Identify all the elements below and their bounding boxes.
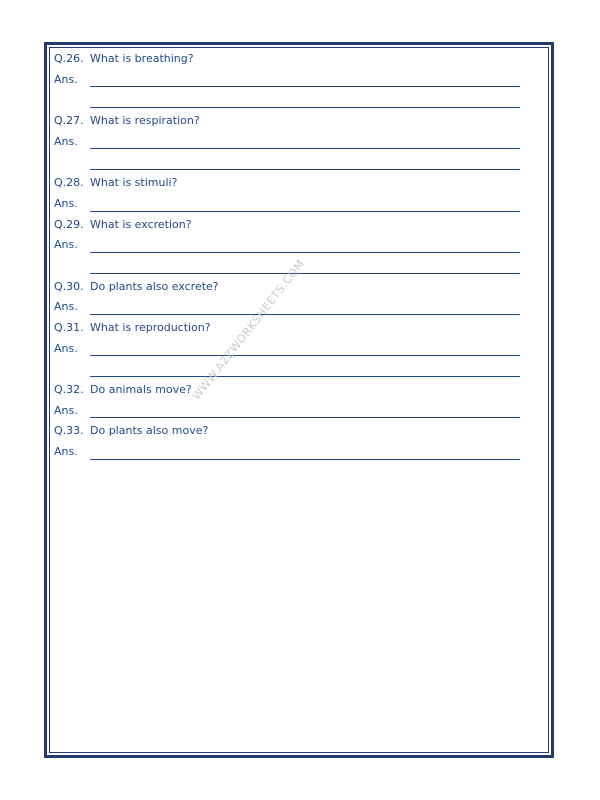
answer-line[interactable] — [90, 417, 520, 418]
answer-row — [54, 195, 524, 216]
answer-label: Ans. — [54, 403, 78, 417]
question-number: Q.32. — [54, 383, 84, 396]
question-number: Q.31. — [54, 320, 84, 334]
answer-row — [54, 153, 524, 174]
question-row — [54, 112, 524, 133]
answer-label: Ans. — [54, 134, 78, 148]
answer-line[interactable] — [90, 211, 520, 212]
question-row — [54, 216, 524, 237]
answer-row — [54, 360, 524, 381]
answer-label: Ans. — [54, 72, 78, 86]
question-number: Q.33. — [54, 424, 84, 438]
answer-row — [54, 71, 524, 92]
answer-line[interactable] — [90, 169, 520, 170]
answer-line[interactable] — [90, 459, 520, 460]
answer-row — [54, 298, 524, 319]
question-number: Q.28. — [54, 176, 84, 190]
answer-line[interactable] — [90, 355, 520, 356]
answer-line[interactable] — [90, 86, 520, 87]
answer-label: Ans. — [54, 445, 78, 459]
watermark: WWW.A2ZWORKSHEETS.COM — [189, 257, 308, 403]
question-row — [54, 319, 524, 340]
answer-row — [54, 340, 524, 361]
answer-line[interactable] — [90, 273, 520, 274]
question-text: What is reproduction? — [90, 320, 211, 334]
question-text: What is breathing? — [90, 52, 194, 65]
question-text: What is respiration? — [90, 114, 200, 128]
question-text: What is stimuli? — [90, 176, 178, 190]
answer-label: Ans. — [54, 238, 78, 252]
answer-row — [54, 91, 524, 112]
answer-row — [54, 443, 524, 464]
question-text: Do animals move? — [90, 383, 192, 396]
question-text: What is excretion? — [90, 217, 192, 231]
question-list — [54, 50, 524, 464]
answer-row — [54, 133, 524, 154]
question-row — [54, 174, 524, 195]
question-number: Q.27. — [54, 114, 84, 128]
answer-line[interactable] — [90, 252, 520, 253]
answer-line[interactable] — [90, 107, 520, 108]
question-row — [54, 422, 524, 443]
answer-row — [54, 236, 524, 257]
answer-line[interactable] — [90, 148, 520, 149]
answer-row — [54, 402, 524, 423]
answer-line[interactable] — [90, 314, 520, 315]
question-row — [54, 381, 524, 402]
question-text: Do plants also excrete? — [90, 279, 219, 293]
question-row — [54, 50, 524, 71]
question-number: Q.30. — [54, 279, 84, 293]
answer-line[interactable] — [90, 376, 520, 377]
answer-label: Ans. — [54, 341, 78, 355]
answer-label: Ans. — [54, 300, 78, 314]
answer-label: Ans. — [54, 196, 78, 210]
question-number: Q.29. — [54, 217, 84, 231]
question-text: Do plants also move? — [90, 424, 209, 438]
question-number: Q.26. — [54, 52, 84, 65]
